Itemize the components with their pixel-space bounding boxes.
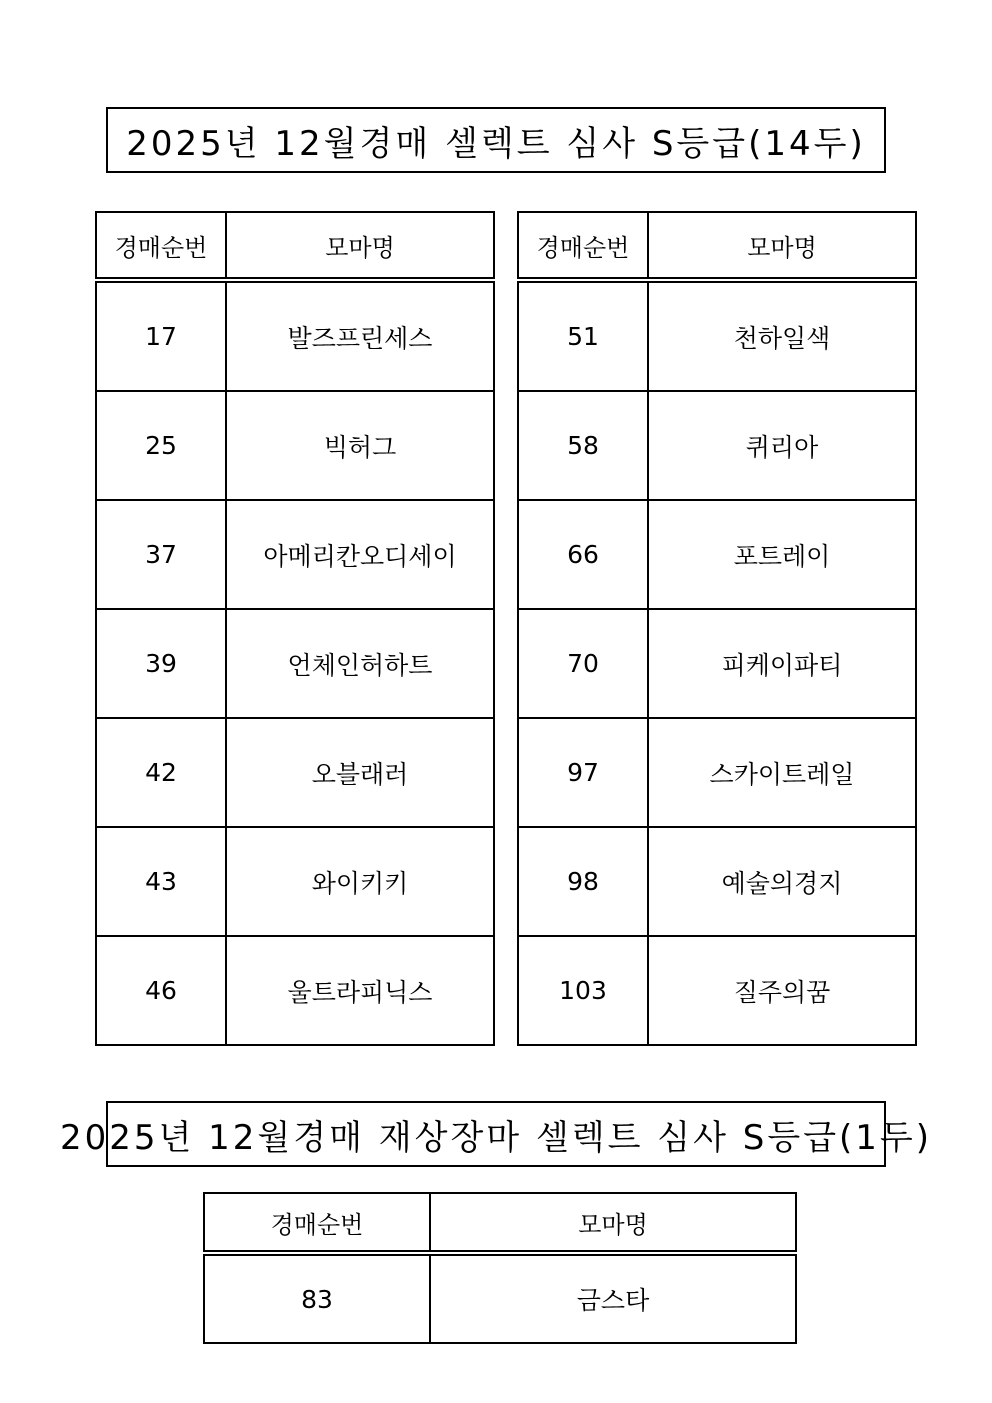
section1-title: 2025년 12월경매 셀렉트 심사 S등급(14두)	[106, 107, 886, 173]
header-name: 모마명	[648, 212, 916, 280]
auction-number: 43	[96, 827, 226, 936]
dam-name: 울트라피닉스	[226, 936, 494, 1045]
auction-number: 17	[96, 280, 226, 391]
auction-number: 97	[518, 718, 648, 827]
table-row	[518, 280, 916, 391]
auction-number: 70	[518, 609, 648, 718]
header-name: 모마명	[430, 1193, 796, 1253]
auction-number: 98	[518, 827, 648, 936]
section2-title: 2025년 12월경매 재상장마 셀렉트 심사 S등급(1두)	[106, 1101, 886, 1167]
dam-name: 와이키키	[226, 827, 494, 936]
table-row	[518, 827, 916, 936]
header-number: 경매순번	[204, 1193, 430, 1253]
table-row	[518, 936, 916, 1045]
auction-number: 51	[518, 280, 648, 391]
table-row	[518, 609, 916, 718]
auction-number: 42	[96, 718, 226, 827]
auction-number: 25	[96, 391, 226, 500]
table-row	[96, 827, 494, 936]
dam-name: 천하일색	[648, 280, 916, 391]
table-header-row	[204, 1193, 796, 1253]
dam-name: 오블래러	[226, 718, 494, 827]
select-table-left	[95, 211, 495, 1046]
dam-name: 금스타	[430, 1253, 796, 1343]
table-row	[518, 718, 916, 827]
table-row	[518, 500, 916, 609]
dam-name: 퀴리아	[648, 391, 916, 500]
dam-name: 피케이파티	[648, 609, 916, 718]
table-row	[96, 500, 494, 609]
dam-name: 발즈프린세스	[226, 280, 494, 391]
auction-number: 58	[518, 391, 648, 500]
table-row	[96, 718, 494, 827]
header-number: 경매순번	[518, 212, 648, 280]
dam-name: 아메리칸오디세이	[226, 500, 494, 609]
dam-name: 스카이트레일	[648, 718, 916, 827]
table-row	[96, 391, 494, 500]
dam-name: 질주의꿈	[648, 936, 916, 1045]
table-row	[96, 609, 494, 718]
auction-number: 39	[96, 609, 226, 718]
dam-name: 예술의경지	[648, 827, 916, 936]
auction-number: 103	[518, 936, 648, 1045]
auction-number: 37	[96, 500, 226, 609]
table-row	[204, 1253, 796, 1343]
select-table-right	[517, 211, 917, 1046]
table-row	[96, 280, 494, 391]
table-row	[96, 936, 494, 1045]
auction-number: 46	[96, 936, 226, 1045]
table-row	[518, 391, 916, 500]
auction-number: 83	[204, 1253, 430, 1343]
auction-number: 66	[518, 500, 648, 609]
dam-name: 빅허그	[226, 391, 494, 500]
reentry-select-table	[203, 1192, 797, 1344]
table-header-row	[518, 212, 916, 280]
dam-name: 포트레이	[648, 500, 916, 609]
header-number: 경매순번	[96, 212, 226, 280]
header-name: 모마명	[226, 212, 494, 280]
table-header-row	[96, 212, 494, 280]
dam-name: 언체인허하트	[226, 609, 494, 718]
